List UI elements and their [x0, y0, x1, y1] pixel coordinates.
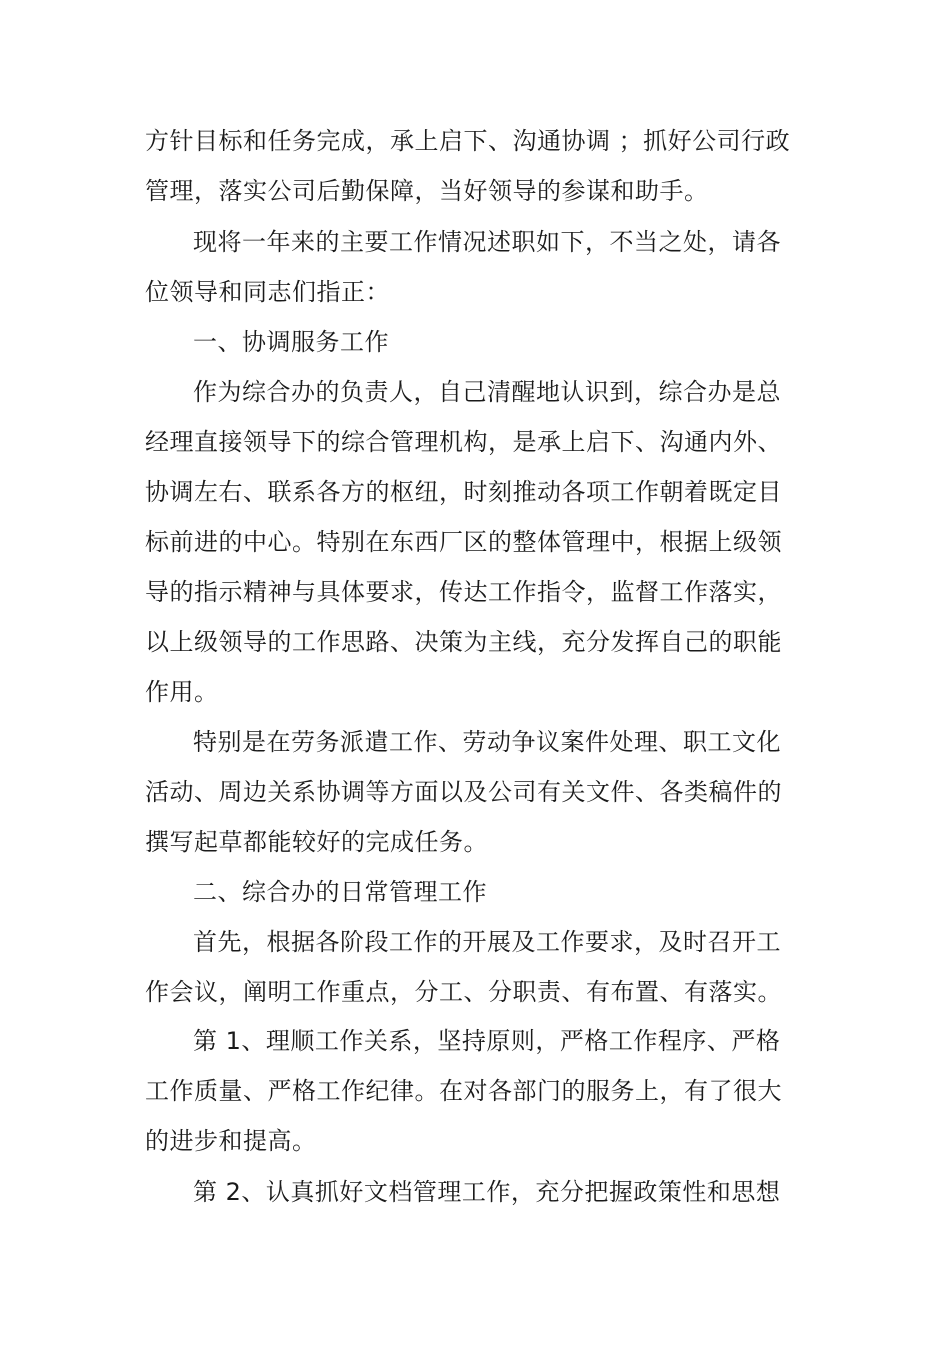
paragraph-first-line: 特别是在劳务派遣工作、劳动争议案件处理、职工文化	[193, 728, 781, 756]
body-text-line: 协调左右、联系各方的枢纽，时刻推动各项工作朝着既定目	[145, 478, 782, 506]
body-text-line: 标前进的中心。特别在东西厂区的整体管理中，根据上级领	[145, 528, 782, 556]
paragraph-first-line: 现将一年来的主要工作情况述职如下，不当之处，请各	[193, 228, 781, 256]
body-text-line: 管理，落实公司后勤保障，当好领导的参谋和助手。	[145, 177, 709, 205]
paragraph-first-line: 作为综合办的负责人，自己清醒地认识到，综合办是总	[193, 378, 781, 406]
body-text-line: 活动、周边关系协调等方面以及公司有关文件、各类稿件的	[145, 778, 782, 806]
section-heading: 二、综合办的日常管理工作	[193, 878, 487, 906]
body-text-line: 导的指示精神与具体要求，传达工作指令，监督工作落实，	[145, 578, 782, 606]
body-text-line: 的进步和提高。	[145, 1127, 317, 1155]
body-text-line: 方针目标和任务完成，承上启下、沟通协调 ；抓好公司行政	[145, 127, 791, 155]
section-heading: 一、协调服务工作	[193, 328, 389, 356]
paragraph-first-line: 第 1、理顺工作关系，坚持原则，严格工作程序、严格	[193, 1027, 781, 1055]
body-text-line: 作会议，阐明工作重点，分工、分职责、有布置、有落实。	[145, 978, 782, 1006]
body-text-line: 以上级领导的工作思路、决策为主线，充分发挥自己的职能	[145, 628, 782, 656]
body-text-line: 作用。	[145, 678, 219, 706]
paragraph-first-line: 第 2、认真抓好文档管理工作，充分把握政策性和思想	[193, 1178, 781, 1206]
body-text-line: 撰写起草都能较好的完成任务。	[145, 828, 488, 856]
body-text-line: 工作质量、严格工作纪律。在对各部门的服务上，有了很大	[145, 1077, 782, 1105]
body-text-line: 位领导和同志们指正：	[145, 278, 390, 306]
paragraph-first-line: 首先，根据各阶段工作的开展及工作要求，及时召开工	[193, 928, 781, 956]
body-text-line: 经理直接领导下的综合管理机构，是承上启下、沟通内外、	[145, 428, 782, 456]
